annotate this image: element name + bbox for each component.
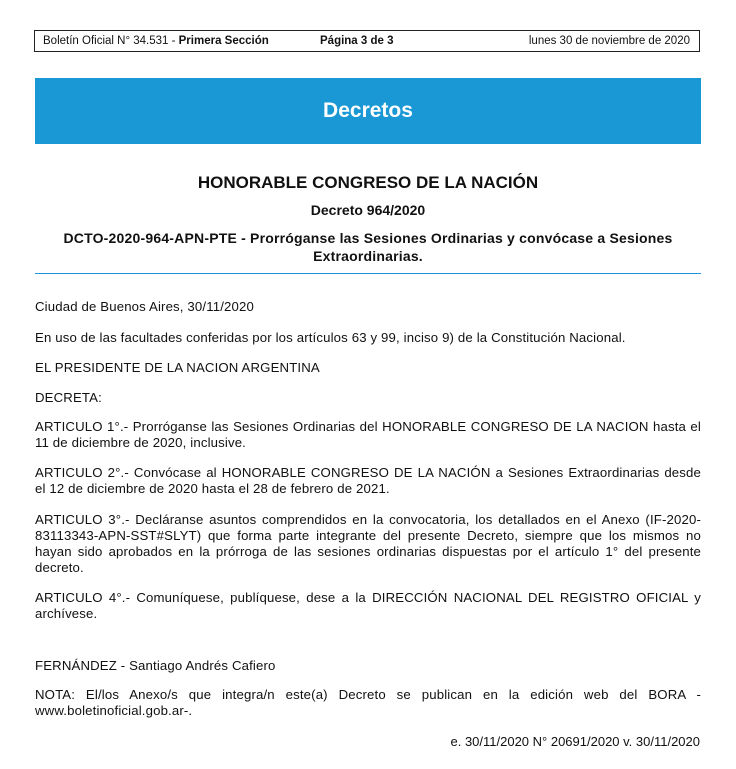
decree-summary: DCTO-2020-964-APN-PTE - Prorróganse las Sesiones Ordinarias y convócase a Sesiones Extraordinarias. xyxy=(63,230,673,264)
article-4: ARTICULO 4°.- Comuníquese, publíquese, dese a la DIRECCIÓN NACIONAL DEL REGISTRO OFICIAL y archívese. xyxy=(35,590,701,621)
decreta: DECRETA: xyxy=(35,390,102,405)
section-name: Primera Sección xyxy=(178,35,269,47)
signatures: FERNÁNDEZ - Santiago Andrés Cafiero xyxy=(35,658,276,673)
bulletin-number: Boletín Oficial N° 34.531 - Primera Sección xyxy=(43,35,269,47)
divider xyxy=(35,273,701,274)
publication-reference: e. 30/11/2020 N° 20691/2020 v. 30/11/2020 xyxy=(450,734,700,749)
place-date: Ciudad de Buenos Aires, 30/11/2020 xyxy=(35,299,254,314)
note: NOTA: El/los Anexo/s que integra/n este(a) Decreto se publican en la edición web del BORA - www.boletinoficial.gob.ar-. xyxy=(35,687,701,718)
publication-date: lunes 30 de noviembre de 2020 xyxy=(528,35,690,47)
article-1: ARTICULO 1°.- Prorróganse las Sesiones Ordinarias del HONORABLE CONGRESO DE LA NACION hasta el 11 de diciembre de 2020, inclusive. xyxy=(35,419,701,450)
authority: EL PRESIDENTE DE LA NACION ARGENTINA xyxy=(35,360,320,375)
preamble: En uso de las facultades conferidas por los artículos 63 y 99, inciso 9) de la Constitución Nacional. xyxy=(35,330,626,345)
section-banner: Decretos xyxy=(35,78,701,144)
decree-number: Decreto 964/2020 xyxy=(310,202,426,218)
page-header xyxy=(34,30,700,52)
organism-title: HONORABLE CONGRESO DE LA NACIÓN xyxy=(197,173,539,192)
page-number: Página 3 de 3 xyxy=(320,35,394,47)
article-3: ARTICULO 3°.- Decláranse asuntos comprendidos en la convocatoria, los detallados en el Anexo (IF-2020-83113343-APN-SST#SLYT) que forma parte integrante del presente Decreto, siempre que los mismos no hayan sido aprobados en la prórroga de las sesiones ordinarias dispuestas por el artículo 1° del presente decreto. xyxy=(35,512,701,575)
article-2: ARTICULO 2°.- Convócase al HONORABLE CONGRESO DE LA NACIÓN a Sesiones Extraordinarias desde el 12 de diciembre de 2020 hasta el 28 de febrero de 2021. xyxy=(35,465,701,496)
